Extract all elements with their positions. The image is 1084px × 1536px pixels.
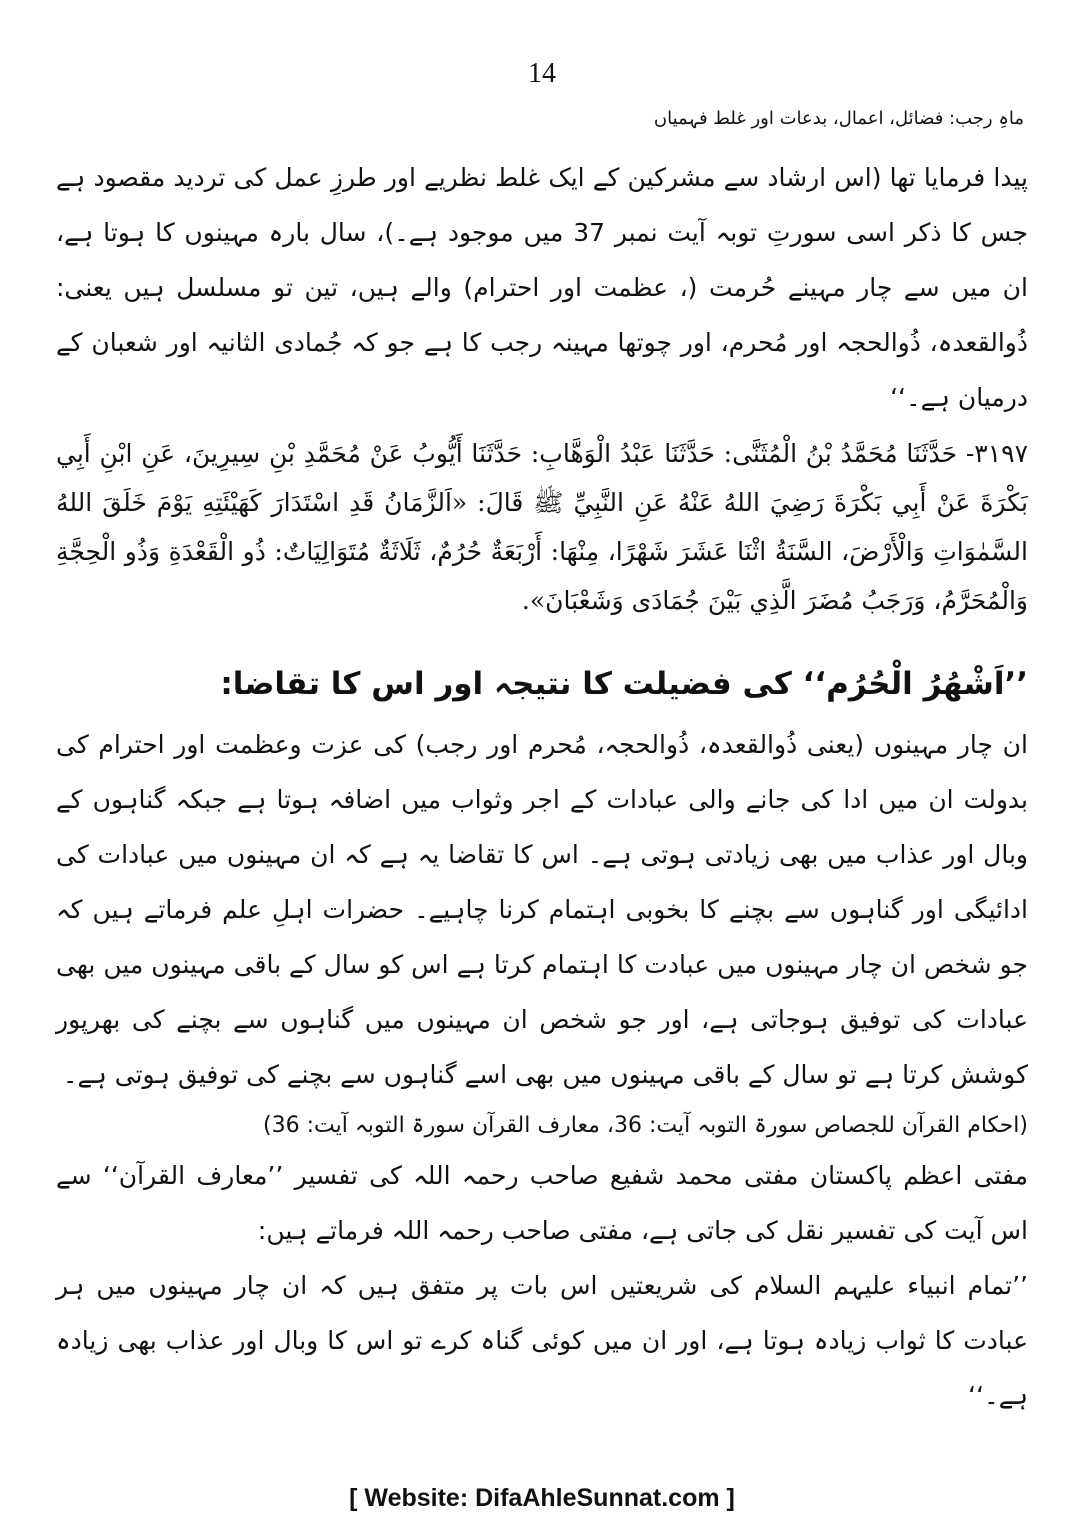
website-footer: [ Website: DifaAhleSunnat.com ] [349, 1484, 735, 1512]
section-heading: ’’اَشْهُرُ الْحُرُم‘‘ کی فضیلت کا نتیجہ اور اس کا تقاضا: [220, 666, 1028, 702]
mufti-paragraph: مفتی اعظم پاکستان مفتی محمد شفیع صاحب رحمہ اللہ کی تفسیر ’’معارف القرآن‘‘ سے اس آیت کی تفسیر نقل کی جاتی ہے، مفتی صاحب رحمہ اللہ فرماتے ہیں: [56, 1161, 1028, 1245]
reference-citation: (احکام القرآن للجصاص سورۃ التوبہ آیت: 36، معارف القرآن سورۃ التوبہ آیت: 36) [263, 1113, 1028, 1138]
body-paragraph: ان چار مہینوں (یعنی ذُوالقعدہ، ذُوالحجہ، مُحرم اور رجب) کی عزت وعظمت اور احترام کی بدولت ان میں ادا کی جانے والی عبادات کے اجر وثواب میں اضافہ ہوتا ہے جبکہ گناہوں کے وبال اور عذاب میں بھی زیادتی ہوتی ہے۔ اس کا تقاضا یہ ہے کہ ان مہینوں میں عبادات کی ادائیگی اور گناہوں سے بچنے کا بخوبی اہتمام کرنا چاہیے۔ حضرات اہلِ علم فرماتے ہیں کہ جو شخص ان چار مہینوں میں عبادت کا اہتمام کرتا ہے اس کو سال کے باقی مہینوں میں بھی عبادات کی توفیق ہوجاتی ہے، اور جو شخص ان مہینوں میں گناہوں سے بچنے کی بھرپور کوشش کرتا ہے تو سال کے باقی مہینوں میں بھی اسے گناہوں سے بچنے کی توفیق ہوتی ہے۔ [56, 730, 1028, 1089]
page-content [56, 150, 1028, 1423]
intro-paragraph: پیدا فرمایا تھا (اس ارشاد سے مشرکین کے ایک غلط نظریے اور طرزِ عمل کی تردید مقصود ہے جس کا ذکر اسی سورتِ توبہ آیت نمبر 37 میں موجود ہے۔)، سال بارہ مہینوں کا ہوتا ہے، ان میں سے چار مہینے حُرمت (، عظمت اور احترام) والے ہیں، تین تو مسلسل ہیں یعنی: ذُوالقعدہ، ذُوالحجہ اور مُحرم، اور چوتھا مہینہ رجب کا ہے جو کہ جُمادی الثانیہ اور شعبان کے درمیان ہے۔‘‘ [56, 163, 1028, 412]
page-number: 14 [528, 58, 556, 89]
hadith-paragraph: ۳۱۹۷- حَدَّثَنَا مُحَمَّدُ بْنُ الْمُثَنَّى: حَدَّثَنَا عَبْدُ الْوَهَّابِ: حَدَّثَنَا أَيُّوبُ عَنْ مُحَمَّدِ بْنِ سِيرِينَ، عَنِ ابْنِ أَبِي بَكْرَةَ عَنْ أَبِي بَكْرَةَ رَضِيَ اللهُ عَنْهُ عَنِ النَّبِيِّ ﷺ قَالَ: «اَلزَّمَانُ قَدِ اسْتَدَارَ كَهَيْئَتِهِ يَوْمَ خَلَقَ اللهُ السَّمٰوَاتِ وَالْأَرْضَ، السَّنَةُ اثْنَا عَشَرَ شَهْرًا، مِنْهَا: أَرْبَعَةٌ حُرُمٌ، ثَلَاثَةٌ مُتَوَالِيَاتٌ: ذُو الْقَعْدَةِ وَذُو الْحِجَّةِ وَالْمُحَرَّمُ، وَرَجَبُ مُضَرَ الَّذِي بَيْنَ جُمَادَى وَشَعْبَانَ». [56, 439, 1028, 615]
quote-paragraph: ’’تمام انبیاء علیہم السلام کی شریعتیں اس بات پر متفق ہیں کہ ان چار مہینوں میں ہر عبادت کا ثواب زیادہ ہوتا ہے، اور ان میں کوئی گناہ کرے تو اس کا وبال اور عذاب بھی زیادہ ہے۔‘‘ [56, 1271, 1028, 1410]
running-head: ماہِ رجب: فضائل، اعمال، بدعات اور غلط فہمیاں [653, 108, 1024, 129]
